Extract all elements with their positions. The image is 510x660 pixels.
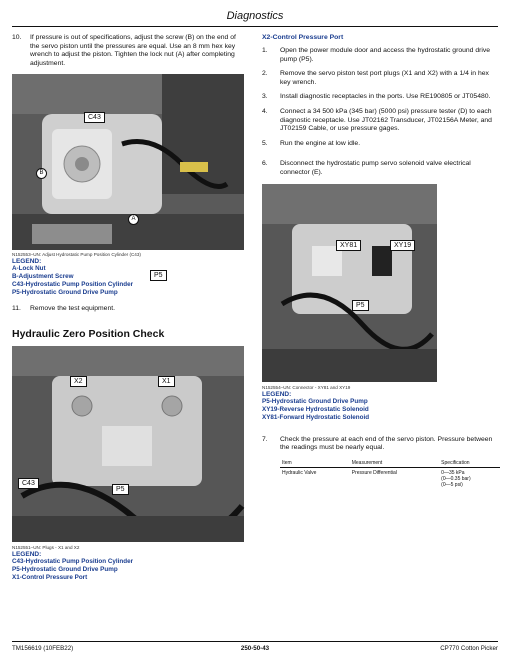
step-7 [262,436,498,453]
section-heading: Hydraulic Zero Position Check [12,327,165,340]
table-row [280,467,500,490]
step-1 [262,47,498,64]
step-text: Remove the test equipment. [30,305,116,313]
legend-title: LEGEND: [12,258,42,266]
callout-x1: X1 [158,376,175,387]
step-text: Run the engine at low idle. [280,139,361,147]
step-5 [262,140,498,149]
servo-ports-photo [12,346,244,542]
callout-b: B [36,168,47,179]
step-10 [12,34,244,68]
legend-item: C43-Hydrostatic Pump Position Cylinder [12,557,134,565]
step-number: 10. [12,34,22,41]
step-number: 5. [262,139,268,147]
solenoid-connector-photo [262,184,437,382]
legend-item: X1-Control Pressure Port [12,573,88,581]
spec-line: (0—0.35 bar) [441,475,471,482]
spec-line: 0—35 kPa [441,469,465,476]
legend-item: P5-Hydrostatic Ground Drive Pump [262,397,368,405]
step-text: Remove the servo piston test port plugs (X1 and X2) with a 1/4 in hex key wrench. [280,70,489,86]
callout-x2: X2 [70,376,87,387]
specification-table [280,459,500,490]
column-header-item: Item [280,459,350,468]
header-divider [12,26,498,27]
step-4 [262,108,498,134]
legend-item: XY19-Reverse Hydrostatic Solenoid [262,405,369,413]
step-number: 4. [262,107,268,115]
step-number: 2. [262,70,268,78]
step-number: 11. [12,305,21,313]
step-3 [262,93,498,102]
step-text: If pressure is out of specifications, adjust the screw (B) on the end of the servo piston until the pressures are equal. Use an 8 mm hex key wrench to adjust the piston. Tighten the lock nut (A) after completing adjustment. [30,34,236,67]
step-text: Open the power module door and access the hydrostatic ground drive pump (P5). [280,47,491,63]
page-header-title: Diagnostics [226,10,284,22]
callout-p5: P5 [352,300,369,311]
step-text: Install diagnostic receptacles in the ports. Use RE190805 or JT05480. [280,93,491,101]
legend-item: P5-Hydrostatic Ground Drive Pump [12,565,118,573]
legend-title: LEGEND: [262,390,292,398]
step-number: 7. [262,435,268,443]
footer-page-number: 250-50-43 [240,645,270,652]
figure-caption: N152551–UN: Plugs - X1 and X2 [12,544,80,550]
section-title: X2-Control Pressure Port [262,34,344,41]
legend-item: B-Adjustment Screw [12,273,74,281]
pump-adjustment-illustration [12,74,244,250]
callout-p5: P5 [112,484,129,495]
column-header-measurement: Measurement [350,459,439,468]
legend-item: A-Lock Nut [12,265,46,273]
callout-p5: P5 [150,270,167,281]
callout-c43: C43 [18,478,39,489]
step-text: Connect a 34 500 kPa (345 bar) (5000 psi) pressure tester (D) to each diagnostic receptacle. Use JT02162 Transducer, JT02156A Meter, and JT02159 Cable, or use pressure gages. [280,107,492,133]
cell-specification [439,467,500,490]
legend-title: LEGEND: [12,550,42,558]
spec-line: (0—5 psi) [441,481,463,488]
callout-xy19: XY19 [390,240,415,251]
step-6 [262,160,498,177]
step-text: Disconnect the hydrostatic pump servo solenoid valve electrical connector (E). [280,160,471,176]
legend-item: P5-Hydrostatic Ground Drive Pump [12,289,118,297]
column-header-specification: Specification [439,459,500,468]
solenoid-connector-illustration [262,184,437,382]
legend-item: XY81-Forward Hydrostatic Solenoid [262,413,370,421]
callout-xy81: XY81 [336,240,361,251]
step-number: 3. [262,93,268,101]
cell-item: Hydraulic Valve [282,469,317,476]
callout-a: A [128,214,139,225]
legend-item: C43-Hydrostatic Pump Position Cylinder [12,281,134,289]
cell-measurement: Pressure Differential [351,469,397,476]
left-column [12,34,244,582]
right-column [262,34,498,490]
step-2 [262,70,498,87]
step-text: Check the pressure at each end of the servo piston. Pressure between the readings must be nearly equal. [280,435,493,452]
table-header-row [280,459,500,468]
figure-caption: N152554–UN: Connector - XY81 and XY19 [262,384,351,390]
step-11 [12,305,244,314]
footer-product-name: CP770 Cotton Picker [440,645,498,652]
callout-c43: C43 [84,112,105,123]
step-number: 6. [262,160,268,168]
figure-caption: N152553–UN: Adjust Hydrostatic Pump Position Cylinder (C43) [12,252,141,258]
servo-ports-illustration [12,346,244,542]
step-number: 1. [262,47,268,54]
footer-doc-id: TM156619 (10FEB22) [12,645,74,652]
footer-divider [12,641,498,642]
